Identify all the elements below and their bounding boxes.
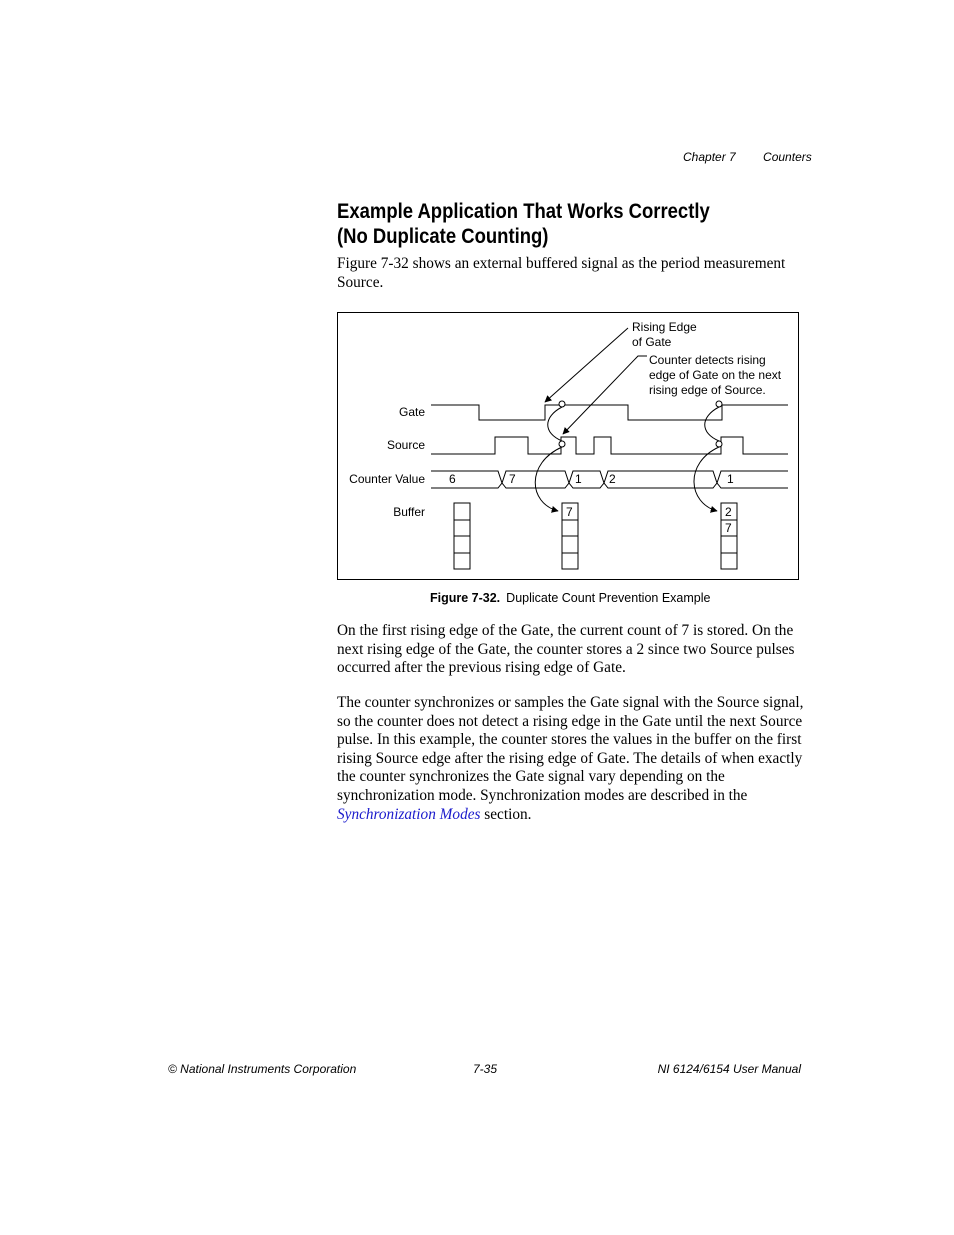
counter-value-4: 2 [609, 472, 616, 486]
detect-pointer-arrow [563, 356, 647, 434]
section-heading [337, 199, 751, 249]
timing-diagram-figure [337, 312, 799, 580]
source-sample-circle-1 [559, 441, 565, 447]
buffer-1 [454, 503, 470, 569]
counter-value-label: Counter Value [349, 472, 425, 486]
heading-line-2: (No Duplicate Counting) [337, 225, 549, 248]
buffer-3-cell-1: 2 [725, 505, 732, 519]
body-paragraph-2-text: The counter synchronizes or samples the Gate signal with the Source signal, so the counter does not detect a rising edge in the Gate until the next Source pulse. In this example, the counter stores the values in the buffer on the first rising Source edge after the rising edge of Gate. The details of when exactly the counter synchronizes the Gate signal vary depending on the synchronization mode. Synchronization modes are described in the [337, 694, 804, 804]
running-header [683, 150, 812, 164]
counter-value-5: 1 [727, 472, 734, 486]
body-paragraph-2 [337, 694, 807, 824]
sample-link-curve-2 [705, 407, 719, 441]
figure-caption [430, 591, 710, 605]
footer-page-number: 7-35 [473, 1062, 498, 1076]
gate-label: Gate [398, 405, 425, 419]
rising-edge-annotation-line-2: of Gate [632, 335, 672, 349]
gate-sample-circle-2 [716, 401, 722, 407]
source-label: Source [386, 438, 425, 452]
source-sample-circle-2 [716, 441, 722, 447]
body-paragraph-1: On the first rising edge of the Gate, the current count of 7 is stored. On the next rising edge of the Gate, the counter stores a 2 since two Source pulses occurred after the previous rising edge of Gate. [337, 622, 795, 677]
counter-value-1: 6 [449, 472, 456, 486]
rising-edge-annotation-line-1: Rising Edge [632, 320, 697, 334]
timing-diagram [338, 313, 800, 581]
buffer-label: Buffer [393, 505, 425, 519]
figure-number: Figure 7-32. [430, 591, 501, 605]
buffer-3-cell-2: 7 [725, 521, 732, 535]
counter-value-2: 7 [509, 472, 516, 486]
body-paragraph-2-tail: section. [480, 805, 532, 823]
buffer-2-cell-1: 7 [566, 505, 573, 519]
synchronization-modes-link[interactable]: Synchronization Modes [337, 805, 481, 823]
footer-copyright: © National Instruments Corporation [168, 1062, 357, 1076]
detect-annotation-line-3: rising edge of Source. [649, 383, 766, 397]
gate-sample-circle-1 [559, 401, 565, 407]
rising-edge-pointer-arrow [545, 328, 628, 402]
header-chapter-title: Counters [763, 150, 812, 164]
store-arrow-1 [535, 447, 562, 511]
heading-line-1: Example Application That Works Correctly [337, 200, 710, 223]
source-waveform [431, 437, 788, 454]
figure-caption-text: Duplicate Count Prevention Example [506, 591, 711, 605]
detect-annotation-line-1: Counter detects rising [649, 353, 766, 367]
page-footer [168, 1062, 801, 1078]
detect-annotation-line-2: edge of Gate on the next [649, 368, 782, 382]
gate-waveform [431, 405, 788, 420]
footer-manual-title: NI 6124/6154 User Manual [657, 1062, 801, 1076]
counter-value-3: 1 [575, 472, 582, 486]
sample-link-curve-1 [548, 407, 562, 441]
header-chapter: Chapter 7 [683, 150, 736, 164]
intro-paragraph: Figure 7-32 shows an external buffered signal as the period measurement Source. [337, 255, 786, 291]
